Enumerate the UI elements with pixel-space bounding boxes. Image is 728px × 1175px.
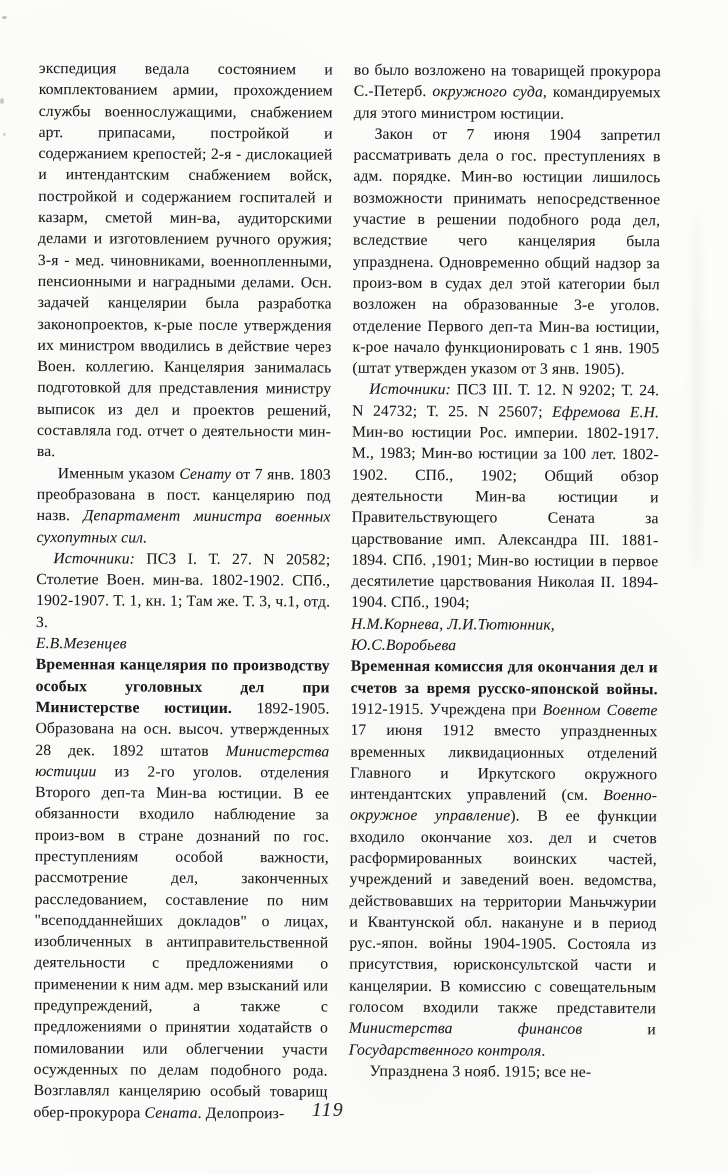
text-run: Упразднена 3 нояб. 1915; все не- bbox=[369, 1062, 592, 1081]
text-run: Именным указом bbox=[57, 464, 180, 483]
body-paragraph bbox=[352, 124, 660, 381]
body-paragraph bbox=[37, 58, 333, 464]
text-run: ПСЗ III. Т. 12. N 9202; Т. 24. N 24732; Т. 25. N 25607; bbox=[352, 381, 660, 421]
scan-artifact bbox=[3, 133, 6, 136]
text-run: 1912-1915. Учреждена при bbox=[350, 700, 543, 719]
text-run: Н.М.Корнева, Л.И.Тютюнник, bbox=[350, 615, 555, 634]
text-run: Ю.С.Воробьева bbox=[350, 636, 457, 655]
text-run: . Делопроиз- bbox=[197, 1104, 285, 1122]
left-column bbox=[33, 58, 333, 1124]
author-signature bbox=[351, 613, 658, 636]
text-run: Военном Совете bbox=[542, 701, 658, 720]
text-run: ). В ее функции входило окончание хоз. дел и счетов расформированных воинских частей, учреждений и заведений воен. ведомства, действовавших на территории Маньчжурии и Квантунской обл. накануне и в период рус.-япон. войны 1904-1905. Состояла из присутствия, юрисконсультской части и канцелярии. В комиссию с совещательным голосом входили также представители bbox=[348, 807, 658, 1018]
text-run: Ефремова Е.Н. bbox=[552, 403, 660, 422]
page-number: 119 bbox=[311, 1100, 345, 1121]
entry-paragraph bbox=[349, 656, 658, 1062]
text-run: Департамент министра военных сухопутных сил. bbox=[36, 507, 331, 547]
text-run: Мин-во юстиции Рос. империи. 1802-1917. М., 1983; Мин-во юстиции за 100 лет. 1802-1902. СПб., 1902; Общий обзор деятельности Мин-ва юстиции и Правительствующего Сената за царствование имп. Александра III. 1881-1894. СПб. ,1901; Мин-во юстиции в первое десятилетие царствования Николая II. 1894-1904. СПб., 1904; bbox=[351, 423, 660, 612]
text-run: во было возложено на товарищей прокурора С.-Петерб. bbox=[353, 61, 661, 101]
text-run: ПСЗ I. Т. 27. N 20582; Столетие Воен. мин-ва. 1802-1902. СПб., 1902-1907. Т. 1, кн. 1; Там же. Т. 3, ч.1, отд. 3. bbox=[36, 550, 331, 631]
text-run: из 2-го уголов. отделения Второго деп-та Мин-ва юстиции. В ее обязанности входило наблюдение за произ-вом в стране дознаний по гос. преступлениям особой важности, рассмотрение дел, законченных расследованием, составление по ним "всеподданнейших докладов" о лицах, изобличенных в антиправительственной деятельности с предложениями о применении к ним адм. мер взысканий или предупреждений, а также с предложениями о принятии ходатайств о помиловании или облегчении участи осужденных по делам подобного рода. Возглавлял канцелярию особый товарищ обер-прокурора bbox=[33, 763, 330, 1122]
text-run: 17 июня 1912 вместо упраздненных временных ликвидационных отделений Главного и Иркутского окружного интендантских управлений (см. bbox=[350, 721, 658, 805]
scan-artifact bbox=[692, 210, 702, 570]
sources-paragraph bbox=[36, 548, 330, 635]
text-run: , командируемых для этого министром юстиции. bbox=[353, 83, 661, 123]
body-paragraph bbox=[349, 1061, 656, 1084]
text-run: от 7 янв. 1803 преобразована в пост. канцелярию под назв. bbox=[36, 465, 331, 525]
text-run: окружного суда bbox=[432, 83, 543, 101]
text-run: Временная комиссия для окончания дел и счетов за время русско-японской войны. bbox=[350, 657, 658, 698]
text-run: Министерства юстиции bbox=[35, 742, 330, 781]
two-column-text-block bbox=[33, 58, 661, 1126]
scan-artifact bbox=[2, 16, 7, 19]
body-paragraph bbox=[36, 463, 330, 550]
right-column bbox=[348, 60, 661, 1126]
body-paragraph bbox=[354, 60, 661, 125]
text-run: Сенату bbox=[179, 465, 232, 483]
text-run: Е.В.Мезенцев bbox=[35, 635, 127, 653]
text-run: Временная канцелярия по производству особых уголовных дел при Министерстве юстиции. bbox=[35, 656, 330, 717]
text-run: и bbox=[582, 1021, 656, 1039]
entry-paragraph bbox=[33, 654, 329, 1124]
text-run: Военно-окружное управление bbox=[349, 787, 658, 825]
text-run: Источники: bbox=[53, 549, 136, 568]
text-run: Закон от 7 июня 1904 запретил рассматривать дела о гос. преступлениях в адм. порядке. Мин-во юстиции лишилось возможности принимать непосредственное участие в решении подобного рода дел, вследствие чего канцелярия была упразднена. Одновременно общий надзор за произ-вом в судах дел этой категории был возложен на образованные 3-е уголов. отделение Первого деп-та Мин-ва юстиции, к-рое начало функционировать с 1 янв. 1905 (штат утвержден указом от 3 янв. 1905). bbox=[352, 125, 661, 379]
text-run: . bbox=[541, 1042, 546, 1060]
text-run: Государственного контроля bbox=[348, 1041, 542, 1060]
author-signature bbox=[36, 633, 330, 656]
author-signature bbox=[351, 635, 658, 658]
sources-paragraph bbox=[351, 379, 659, 615]
text-run: Сената bbox=[144, 1104, 198, 1122]
text-run: Министерства финансов bbox=[348, 1019, 583, 1039]
text-run: экспедиция ведала состоянием и комплектованием армии, прохождением службы военнослужащими, снабжением арт. припасами, постройкой и содержанием крепостей; 2-я - дислокацией и интендантским снабжением войск, постройкой и содержанием госпиталей и казарм, сметой мин-ва, аудиторскими делами и изготовлением ручного оружия; 3-я - мед. чиновниками, военнопленными, пенсионными и наградными делами. Осн. задачей канцелярии была разработка законопроектов, к-рые после утверждения их министром вводились в действие через Воен. коллегию. Канцелярия занималась подготовкой для представления министру выписок из дел и проектов решений, составляла год. отчет о деятельности мин-ва. bbox=[36, 59, 333, 461]
scan-artifact bbox=[0, 98, 4, 104]
text-run: 1892-1905. Образована на осн. высоч. утвержденных 28 дек. 1892 штатов bbox=[35, 699, 330, 760]
text-run: Источники: bbox=[369, 381, 451, 399]
